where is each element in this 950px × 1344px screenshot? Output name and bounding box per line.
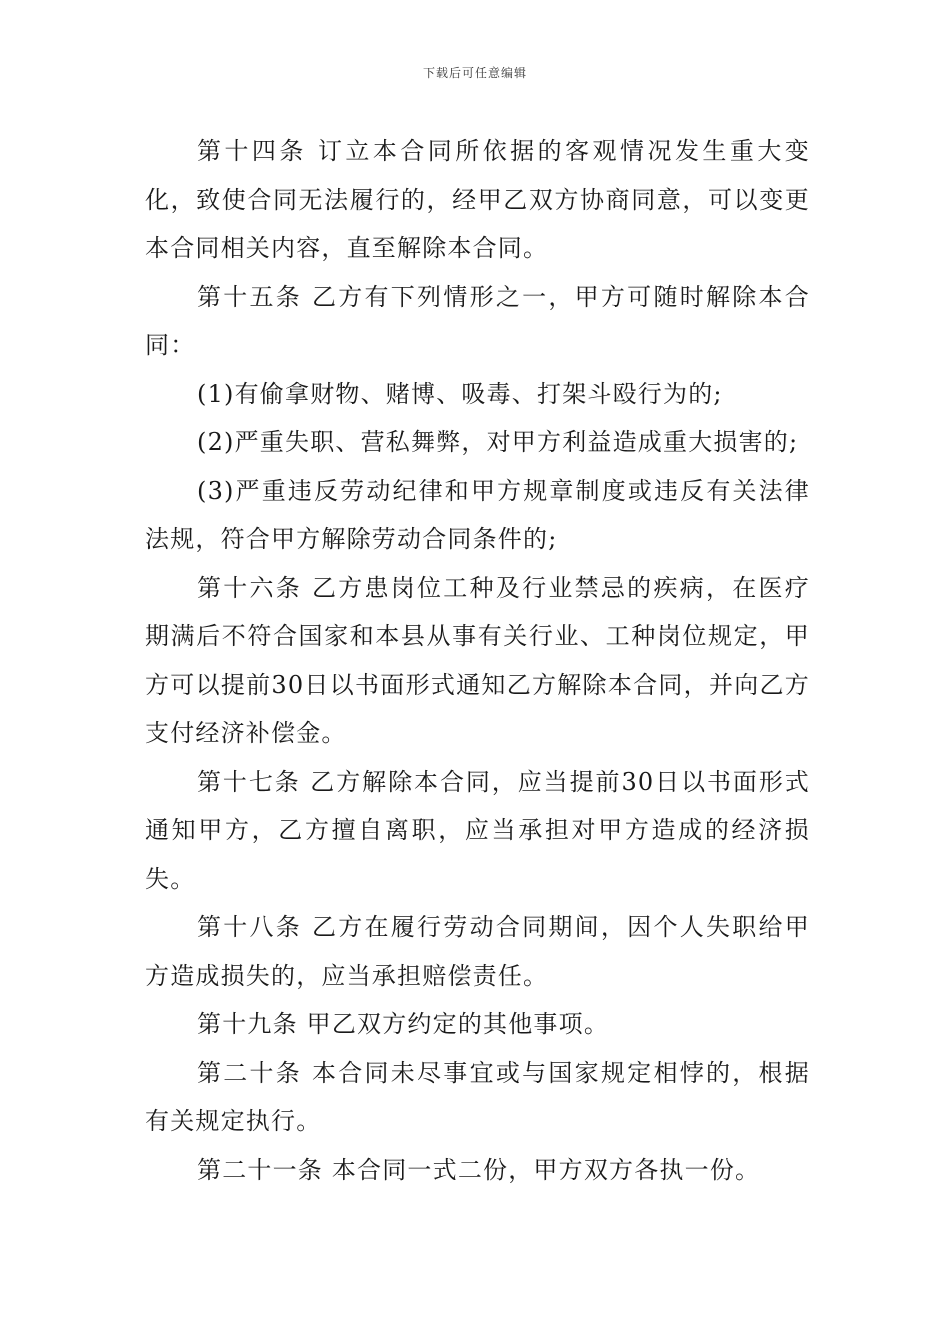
article-17: 第十七条 乙方解除本合同，应当提前30日以书面形式通知甲方，乙方擅自离职，应当承担对甲方造成的经济损失。 — [145, 767, 810, 893]
article-14: 第十四条 订立本合同所依据的客观情况发生重大变化，致使合同无法履行的，经甲乙双方协商同意，可以变更本合同相关内容，直至解除本合同。 — [145, 137, 810, 262]
article-19: 第十九条 甲乙双方约定的其他事项。 — [197, 1010, 610, 1038]
article-16: 第十六条 乙方患岗位工种及行业禁忌的疾病，在医疗期满后不符合国家和本县从事有关行业、工种岗位规定，甲方可以提前30日以书面形式通知乙方解除本合同，并向乙方支付经济补偿金。 — [145, 573, 810, 747]
article-18: 第十八条 乙方在履行劳动合同期间，因个人失职给甲方造成损失的，应当承担赔偿责任。 — [145, 913, 810, 990]
article-15-item-3: (3)严重违反劳动纪律和甲方规章制度或违反有关法律法规，符合甲方解除劳动合同条件的; — [145, 476, 810, 553]
page-header-note: 下载后可任意编辑 — [422, 66, 527, 80]
article-15: 第十五条 乙方有下列情形之一，甲方可随时解除本合同： — [145, 282, 810, 359]
article-15-item-2: (2)严重失职、营私舞弊，对甲方利益造成重大损害的; — [197, 428, 799, 456]
article-21: 第二十一条 本合同一式二份，甲方双方各执一份。 — [197, 1155, 761, 1184]
article-20: 第二十条 本合同未尽事宜或与国家规定相悖的，根据有关规定执行。 — [145, 1058, 810, 1135]
article-15-item-1: (1)有偷拿财物、赌博、吸毒、打架斗殴行为的; — [197, 379, 723, 408]
document-body — [145, 127, 810, 1194]
